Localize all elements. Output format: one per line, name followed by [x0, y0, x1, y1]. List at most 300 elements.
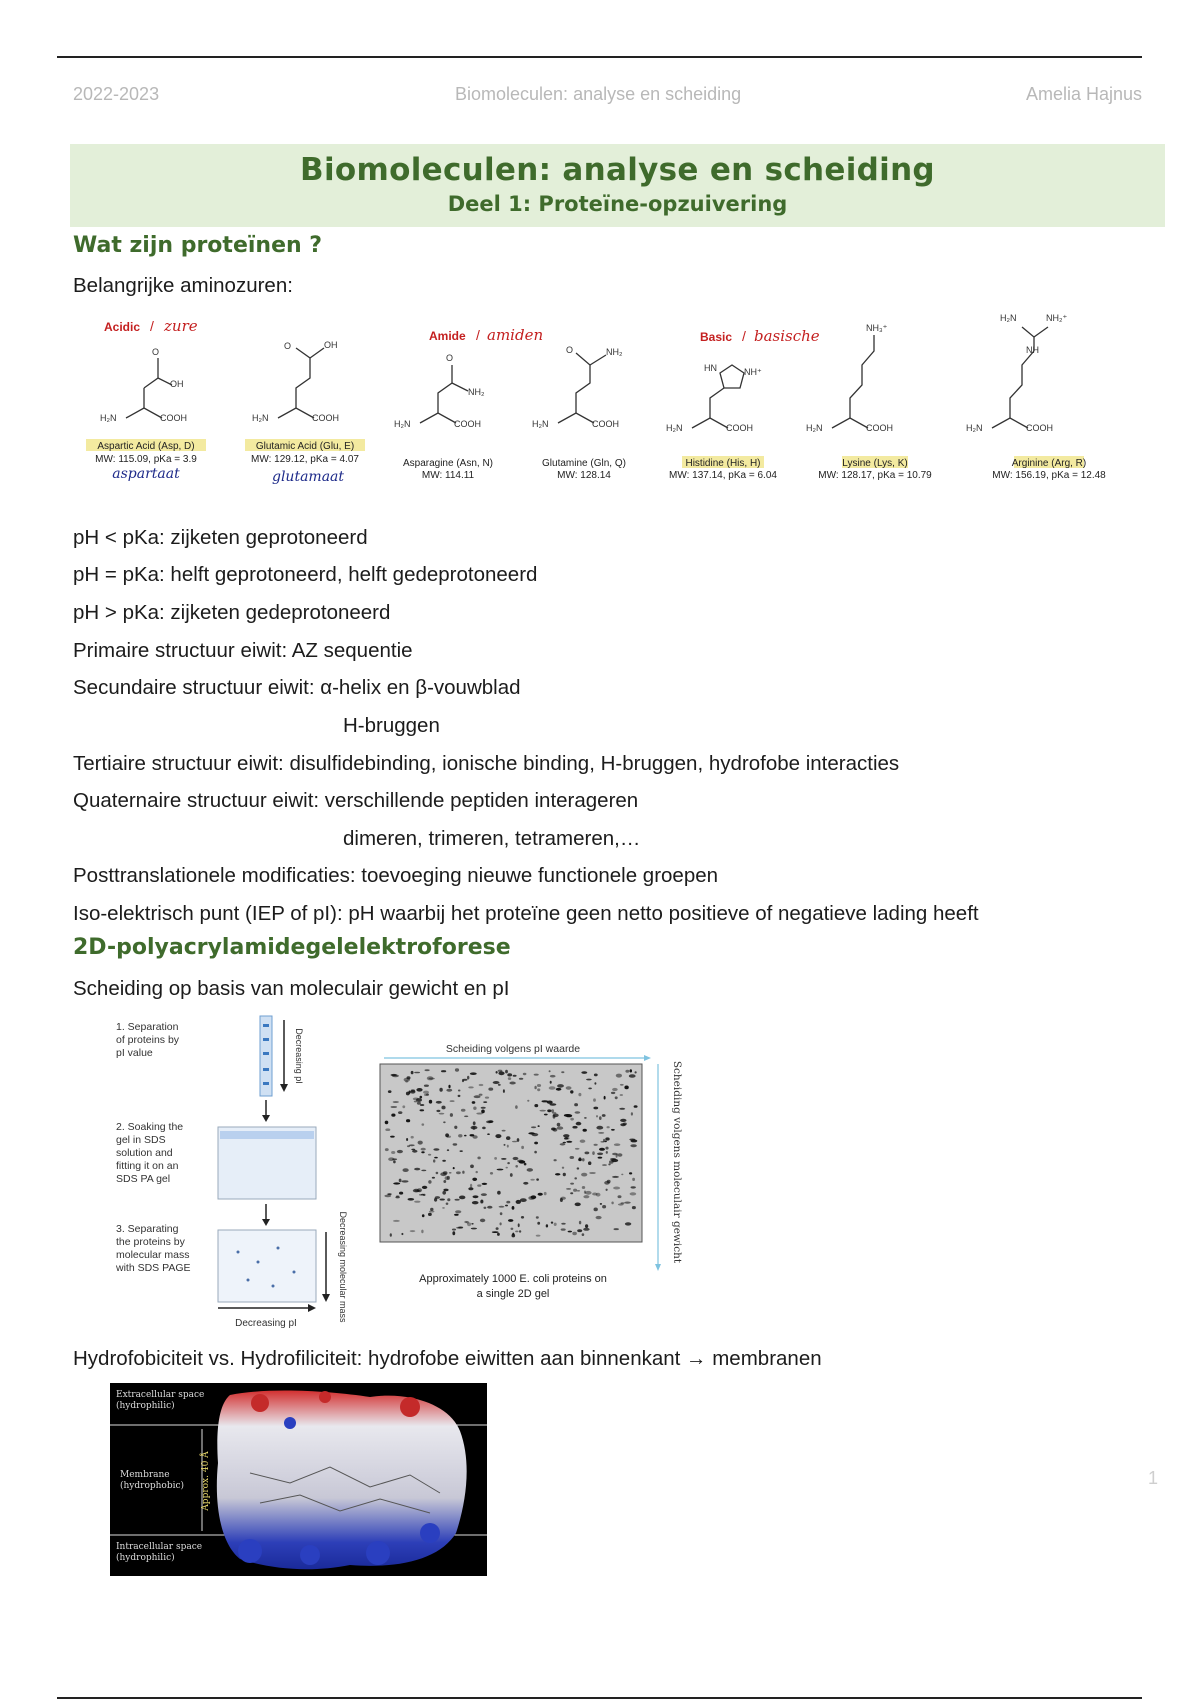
gel-spot	[572, 1126, 577, 1129]
svg-text:OH: OH	[170, 379, 184, 389]
gel-spot	[570, 1156, 575, 1159]
svg-text:MW: 128.14: MW: 128.14	[557, 470, 611, 481]
gel-spot	[492, 1231, 499, 1233]
gel-spot	[604, 1181, 610, 1185]
gel-spot	[446, 1203, 449, 1205]
gel-spot	[630, 1192, 637, 1195]
gel-spot	[630, 1069, 632, 1072]
note-amide: amiden	[487, 326, 544, 344]
gel-spot	[527, 1100, 529, 1102]
gel-spot	[453, 1143, 458, 1145]
label-acidic: Acidic	[104, 320, 141, 334]
gel-spot	[547, 1109, 551, 1112]
gel-spot	[462, 1171, 464, 1174]
gel-spot	[443, 1121, 446, 1123]
gel-spot	[611, 1129, 615, 1131]
gel-spot	[402, 1180, 409, 1182]
gel-spot	[557, 1126, 563, 1129]
header-author: Amelia Hajnus	[1026, 84, 1143, 104]
gel-spot	[384, 1195, 391, 1198]
gel-spot	[604, 1096, 606, 1100]
svg-text:Intracellular space: Intracellular space	[116, 1542, 203, 1552]
gel-spot	[625, 1222, 631, 1225]
gel-spot	[570, 1118, 574, 1121]
gel-spot	[481, 1110, 485, 1114]
gel-spot	[456, 1227, 462, 1229]
gel-spot	[474, 1095, 481, 1098]
gel-spot	[518, 1223, 520, 1227]
gel-spot	[493, 1081, 500, 1084]
gel-spot	[570, 1090, 573, 1093]
gel-spot	[620, 1123, 626, 1126]
gel-spot	[534, 1074, 539, 1076]
gel-spot	[455, 1068, 459, 1071]
gel-spot	[428, 1154, 431, 1156]
gel-spot	[570, 1192, 573, 1194]
svg-text:COOH: COOH	[1026, 423, 1053, 433]
svg-text:MW: 129.12, pKa = 4.07: MW: 129.12, pKa = 4.07	[251, 454, 359, 465]
gel-spot	[563, 1142, 566, 1144]
gel-spot	[497, 1169, 504, 1171]
gel-spot	[503, 1089, 505, 1093]
svg-text:/: /	[150, 318, 154, 334]
svg-text:H₂N: H₂N	[966, 423, 983, 433]
svg-text:Aspartic Acid (Asp, D): Aspartic Acid (Asp, D)	[97, 441, 195, 452]
gel-spot	[550, 1081, 552, 1084]
svg-text:fitting it on an: fitting it on an	[116, 1160, 179, 1172]
gel-spot	[607, 1126, 610, 1128]
gel-spot	[497, 1233, 500, 1236]
gel-spot	[458, 1134, 462, 1137]
gel-spot	[390, 1136, 395, 1138]
gel-spot	[512, 1141, 517, 1143]
gel-spot	[508, 1219, 513, 1222]
svg-text:Approx. 40 Å: Approx. 40 Å	[201, 1451, 211, 1511]
svg-text:HN: HN	[704, 363, 717, 373]
gel-spot	[560, 1198, 563, 1202]
gel-spot	[397, 1150, 403, 1153]
top-rule	[57, 56, 1142, 58]
gel-spot	[498, 1071, 504, 1075]
svg-text:O: O	[152, 347, 160, 357]
gel-spot	[392, 1075, 399, 1078]
gel-spot	[506, 1167, 508, 1169]
gel-spot	[396, 1195, 399, 1197]
gel-spot	[447, 1198, 450, 1201]
gel-spot	[442, 1160, 446, 1162]
gel-spot	[404, 1078, 410, 1082]
gel-spot	[625, 1070, 629, 1073]
gel-spot	[462, 1079, 467, 1081]
gel-spot	[586, 1079, 592, 1081]
gel-spot	[508, 1077, 511, 1080]
gel-spot	[443, 1180, 446, 1183]
svg-text:NH₂⁺: NH₂⁺	[1046, 313, 1068, 323]
gel-spot	[578, 1158, 582, 1161]
gel-spot	[501, 1158, 506, 1160]
gel-spot	[562, 1167, 564, 1169]
svg-text:Asparagine (Asn, N): Asparagine (Asn, N)	[402, 458, 494, 469]
svg-text:Extracellular space: Extracellular space	[116, 1390, 205, 1400]
gel-spot	[600, 1141, 604, 1143]
gel-spot	[454, 1214, 459, 1216]
svg-text:H₂N: H₂N	[806, 423, 823, 433]
gel-spot	[575, 1203, 581, 1207]
gel-spot	[472, 1178, 477, 1181]
gel-spot	[602, 1205, 606, 1208]
gel-spot	[464, 1135, 467, 1137]
gel-spot	[385, 1148, 389, 1151]
gel-spot	[616, 1074, 622, 1078]
gel-spot	[630, 1144, 636, 1147]
gel-spot	[629, 1074, 636, 1078]
gel-spot	[521, 1216, 524, 1219]
svg-text:MW: 114.11: MW: 114.11	[421, 470, 475, 481]
gel-spot	[447, 1149, 449, 1151]
text-secondary-structure: Secundaire structuur eiwit: α-helix en β-vouwblad	[73, 676, 521, 699]
gel-spot	[449, 1172, 452, 1174]
svg-text:Histidine (His, H): Histidine (His, H)	[685, 458, 761, 469]
svg-text:NH₂: NH₂	[468, 387, 485, 397]
gel-spot	[502, 1130, 506, 1132]
text-tertiary-structure: Tertiaire structuur eiwit: disulfidebinding, ionische binding, H-bruggen, hydrofobe interacties	[73, 752, 900, 775]
gel-spot	[620, 1084, 624, 1086]
gel-spot	[473, 1195, 479, 1198]
gel-spot	[494, 1157, 497, 1160]
svg-text:COOH: COOH	[160, 413, 187, 423]
gel-spot	[414, 1168, 420, 1171]
gel-spot	[537, 1084, 541, 1087]
svg-text:of proteins by: of proteins by	[116, 1034, 180, 1046]
label-basic: Basic	[700, 330, 733, 344]
gel-spot	[496, 1071, 498, 1074]
gel-spot	[422, 1186, 427, 1189]
gel-spot	[632, 1178, 635, 1181]
gel-spot	[424, 1094, 428, 1096]
gel-spot	[612, 1176, 619, 1178]
svg-text:Glutamine (Gln, Q): Glutamine (Gln, Q)	[542, 458, 626, 469]
gel-spot	[498, 1070, 503, 1072]
gel-spot	[537, 1222, 540, 1225]
gel-spot	[593, 1098, 596, 1101]
gel-spot	[410, 1230, 416, 1232]
gel-spot	[425, 1069, 430, 1071]
svg-text:Decreasing pI: Decreasing pI	[235, 1318, 297, 1329]
svg-text:/: /	[476, 327, 480, 343]
gel-spot	[574, 1103, 578, 1106]
svg-text:H₂N: H₂N	[252, 413, 269, 423]
gel-spot	[605, 1137, 609, 1140]
svg-text:H₂N: H₂N	[1000, 313, 1017, 323]
text-quaternary-structure: Quaternaire structuur eiwit: verschillende peptiden interageren	[73, 789, 639, 812]
gel-spot	[614, 1143, 620, 1146]
gel-spot	[416, 1088, 422, 1092]
gel-spot	[602, 1114, 606, 1117]
gel-spot	[407, 1145, 410, 1147]
gel-spot	[564, 1114, 571, 1117]
gel-spot	[456, 1171, 461, 1174]
gel-spot	[450, 1113, 453, 1117]
gel-spot	[393, 1160, 396, 1163]
gel-spot	[421, 1151, 424, 1153]
gel-spot	[598, 1132, 604, 1134]
gel-spot	[480, 1219, 485, 1223]
gel-spot	[479, 1084, 484, 1086]
svg-text:NH₂: NH₂	[606, 347, 623, 357]
svg-text:NH₃⁺: NH₃⁺	[866, 323, 888, 333]
gel-spot	[472, 1101, 476, 1104]
gel-spot	[581, 1071, 587, 1074]
gel-spot	[563, 1173, 566, 1176]
gel-spot	[411, 1089, 415, 1092]
gel-spot	[471, 1228, 477, 1230]
gel-spot	[482, 1127, 486, 1130]
gel-spot	[549, 1070, 551, 1072]
gel-spot	[439, 1088, 442, 1092]
gel-spot	[592, 1193, 597, 1196]
gel-spot	[468, 1187, 473, 1190]
gel-spot	[500, 1222, 502, 1225]
gel-spot	[624, 1202, 631, 1204]
gel-spot	[583, 1195, 589, 1198]
gel-spot	[536, 1216, 539, 1218]
gel-spot	[408, 1198, 415, 1201]
gel-spot	[599, 1116, 602, 1120]
gel-spot	[580, 1140, 586, 1143]
gel-spot	[564, 1137, 568, 1139]
svg-text:Glutamic Acid (Glu, E): Glutamic Acid (Glu, E)	[255, 441, 355, 452]
gel-spot	[420, 1104, 424, 1106]
gel-spot	[579, 1221, 581, 1225]
gel-spot	[530, 1179, 534, 1181]
note-acidic: zure	[164, 317, 198, 335]
gel-electrophoresis-figure	[108, 1012, 688, 1337]
gel-spot	[485, 1097, 489, 1099]
gel-spot	[594, 1074, 598, 1077]
gel-spot	[398, 1111, 402, 1114]
gel-spot	[600, 1203, 602, 1205]
svg-text:(hydrophilic): (hydrophilic)	[116, 1401, 175, 1411]
gel-spot	[572, 1232, 577, 1235]
svg-text:H₂N: H₂N	[100, 413, 117, 423]
gel-spot	[464, 1116, 468, 1118]
gel-spot	[570, 1183, 574, 1185]
text-multimers: dimeren, trimeren, tetrameren,…	[343, 827, 641, 850]
gel-spot	[429, 1078, 435, 1080]
gel-spot	[515, 1105, 518, 1109]
gel-spot	[429, 1211, 435, 1213]
gel-spot	[599, 1148, 605, 1151]
gel-spot	[428, 1213, 432, 1216]
page-title: Biomoleculen: analyse en scheiding	[300, 152, 935, 188]
gel-spot	[418, 1141, 423, 1145]
gel-spot	[484, 1207, 487, 1209]
gel-spot	[632, 1206, 636, 1209]
gel-spot	[511, 1228, 514, 1230]
gel-spot	[585, 1224, 588, 1228]
gel-spot	[481, 1193, 487, 1196]
gel-spot	[598, 1157, 603, 1159]
gel-spot	[420, 1096, 423, 1099]
gel-spot	[575, 1111, 581, 1114]
gel-spot	[505, 1205, 508, 1207]
gel-spot	[413, 1189, 420, 1193]
gel-spot	[561, 1071, 564, 1073]
note-glutamaat: glutamaat	[271, 469, 345, 485]
gel-spot	[507, 1145, 509, 1148]
gel-spot	[471, 1126, 478, 1130]
gel-spot	[385, 1121, 389, 1125]
gel-spot	[635, 1071, 637, 1073]
gel-spot	[551, 1222, 553, 1224]
gel-spot	[527, 1168, 533, 1172]
gel-spot	[611, 1202, 613, 1205]
gel-spot	[470, 1184, 472, 1188]
gel-spot	[515, 1165, 518, 1168]
gel-spot	[414, 1201, 420, 1203]
gel-spot	[488, 1088, 493, 1091]
gel-spot	[402, 1105, 405, 1108]
gel-side-caption: Scheiding volgens moleculair gewicht	[671, 1060, 683, 1264]
svg-text:H₂N: H₂N	[394, 419, 411, 429]
gel-spot	[549, 1086, 556, 1090]
gel-spot	[610, 1158, 616, 1160]
gel-spot	[513, 1075, 517, 1077]
gel-spot	[476, 1113, 483, 1115]
svg-text:MW: 115.09, pKa = 3.9: MW: 115.09, pKa = 3.9	[95, 454, 197, 465]
gel-spot	[578, 1093, 581, 1096]
gel-spot	[433, 1148, 439, 1150]
gel-spot	[445, 1176, 449, 1180]
page-subtitle: Deel 1: Proteïne-opzuivering	[447, 192, 788, 216]
svg-text:COOH: COOH	[866, 423, 893, 433]
gel-spot	[594, 1082, 596, 1084]
gel-spot	[421, 1148, 426, 1151]
gel-spot	[436, 1110, 440, 1112]
gel-spot	[536, 1178, 539, 1180]
gel-spot	[537, 1088, 540, 1091]
gel-spot	[538, 1125, 540, 1127]
gel-spot	[461, 1109, 466, 1112]
gel-spot	[617, 1153, 622, 1156]
svg-text:MW: 128.17, pKa = 10.79: MW: 128.17, pKa = 10.79	[818, 470, 932, 481]
gel-spot	[581, 1173, 587, 1177]
svg-text:Arginine (Arg, R): Arginine (Arg, R)	[1011, 458, 1087, 469]
gel-spot	[577, 1190, 580, 1192]
gel-spot	[413, 1098, 419, 1101]
gel-spot	[620, 1094, 623, 1096]
gel-spot	[417, 1102, 421, 1105]
text-separation-basis: Scheiding op basis van moleculair gewicht en pI	[73, 977, 510, 1000]
gel-spot	[476, 1171, 478, 1173]
gel-spot	[390, 1233, 392, 1237]
gel-spot	[519, 1230, 521, 1232]
svg-text:O: O	[446, 353, 454, 363]
gel-spot	[454, 1126, 457, 1129]
gel-spot	[589, 1172, 596, 1174]
intro-amino-acids: Belangrijke aminozuren:	[73, 274, 293, 297]
gel-spot	[557, 1084, 564, 1088]
gel-spot	[534, 1104, 538, 1107]
gel-spot	[459, 1196, 465, 1200]
gel-spot	[436, 1101, 442, 1104]
gel-spot	[499, 1206, 505, 1208]
label-amide: Amide	[429, 329, 466, 343]
header-course: Biomoleculen: analyse en scheiding	[455, 84, 742, 104]
gel-spot	[519, 1078, 523, 1080]
svg-text:OH: OH	[324, 340, 338, 350]
gel-spot	[439, 1113, 445, 1115]
gel-spot	[616, 1154, 618, 1157]
gel-spot	[452, 1231, 455, 1235]
gel-spot	[605, 1147, 608, 1150]
note-basic: basische	[754, 327, 820, 345]
gel-spot	[482, 1183, 488, 1185]
gel-spot	[608, 1163, 610, 1165]
svg-text:MW: 137.14, pKa = 6.04: MW: 137.14, pKa = 6.04	[669, 470, 777, 481]
gel-spot	[452, 1229, 456, 1231]
gel-spot	[495, 1134, 501, 1138]
gel-spot	[477, 1184, 481, 1186]
gel-spot	[467, 1076, 469, 1080]
gel-spot	[477, 1157, 480, 1160]
text-ph-higher: pH > pKa: zijketen gedeprotoneerd	[73, 601, 391, 624]
title-banner	[70, 144, 1165, 227]
gel-spot	[387, 1193, 391, 1195]
gel-spot	[544, 1192, 547, 1195]
gel-spot	[403, 1168, 409, 1172]
gel-spot	[588, 1088, 592, 1090]
bottom-rule	[57, 1697, 1142, 1699]
svg-text:COOH: COOH	[454, 419, 481, 429]
gel-spot	[577, 1167, 580, 1169]
gel-spot	[421, 1230, 423, 1234]
gel-spot	[536, 1235, 541, 1237]
gel-spot	[421, 1194, 424, 1196]
svg-text:SDS PA gel: SDS PA gel	[116, 1173, 171, 1185]
section-heading-2d-page: 2D-polyacrylamidegelelektroforese	[73, 935, 511, 960]
gel-spot	[391, 1151, 395, 1154]
gel-spot	[505, 1070, 508, 1074]
text-primary-structure: Primaire structuur eiwit: AZ sequentie	[73, 639, 413, 662]
header-year: 2022-2023	[73, 84, 160, 104]
gel-spot	[606, 1189, 608, 1191]
gel-spot	[504, 1144, 506, 1146]
gel-spot	[513, 1157, 519, 1160]
gel-spot	[615, 1096, 618, 1099]
svg-text:(hydrophilic): (hydrophilic)	[116, 1553, 175, 1563]
gel-spot	[498, 1084, 501, 1086]
gel-spot	[538, 1193, 543, 1196]
svg-text:/: /	[742, 328, 746, 344]
gel-spot	[422, 1123, 425, 1125]
gel-spot	[532, 1133, 539, 1136]
gel-spot	[470, 1072, 477, 1075]
gel-spot	[557, 1123, 561, 1127]
gel-spot	[442, 1191, 446, 1195]
gel-spot	[392, 1158, 397, 1160]
svg-text:NH: NH	[1026, 345, 1039, 355]
gel-spot	[554, 1223, 557, 1226]
gel-spot	[507, 1073, 512, 1076]
gel-spot	[620, 1119, 626, 1122]
gel-spot	[468, 1086, 473, 1088]
gel-spot	[582, 1186, 585, 1189]
gel-spot	[521, 1146, 524, 1149]
gel-spot	[441, 1106, 445, 1110]
svg-text:O: O	[566, 345, 574, 355]
gel-spot	[442, 1207, 445, 1209]
